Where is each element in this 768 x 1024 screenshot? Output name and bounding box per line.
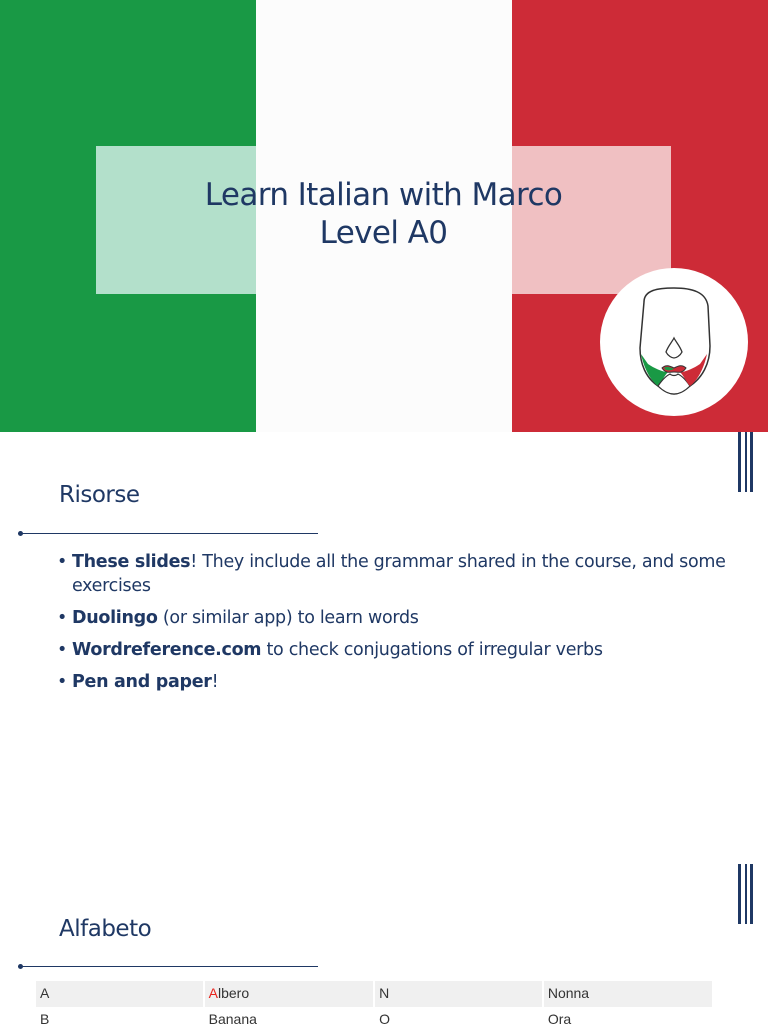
table-cell-word: Ora [544,1007,712,1024]
list-item-text: (or similar app) to learn words [157,608,419,628]
decorative-bars [738,432,754,492]
list-item-bold: Wordreference.com [72,640,262,660]
heading-divider [18,966,318,967]
bearded-face-logo-icon [600,268,748,416]
decorative-bars [738,864,754,924]
resources-list [56,550,736,702]
table-row [36,1007,712,1024]
title-line-1: Learn Italian with Marco [204,177,563,213]
table-cell-letter: A [36,981,203,1007]
resources-heading: Risorse [59,482,140,508]
list-item [56,550,736,598]
title-slide [0,0,768,432]
alphabet-slide [0,864,768,1024]
list-item-text: to check conjugations of irregular verbs [261,640,603,660]
list-item-bold: These slides [72,552,191,572]
list-item [56,606,736,630]
slide-title [96,176,671,252]
list-item-text: ! [211,672,219,692]
list-item-bold: Pen and paper [72,672,212,692]
alphabet-heading: Alfabeto [59,916,152,942]
table-cell-word: Nonna [544,981,712,1007]
list-item [56,670,736,694]
table-cell-letter: O [375,1007,542,1024]
resources-slide [0,432,768,864]
list-item-bold: Duolingo [72,608,158,628]
alphabet-table [34,981,714,1024]
table-cell-word: Banana [205,1007,373,1024]
table-cell-letter: B [36,1007,203,1024]
table-cell-word: Albero [205,981,373,1007]
highlighted-initial: A [208,985,218,1001]
heading-divider [18,533,318,534]
list-item-text: ! They include all the grammar shared in the course, and some exercises [72,552,726,596]
title-line-2: Level A0 [319,215,448,251]
table-cell-letter: N [375,981,542,1007]
list-item [56,638,736,662]
table-row [36,981,712,1007]
